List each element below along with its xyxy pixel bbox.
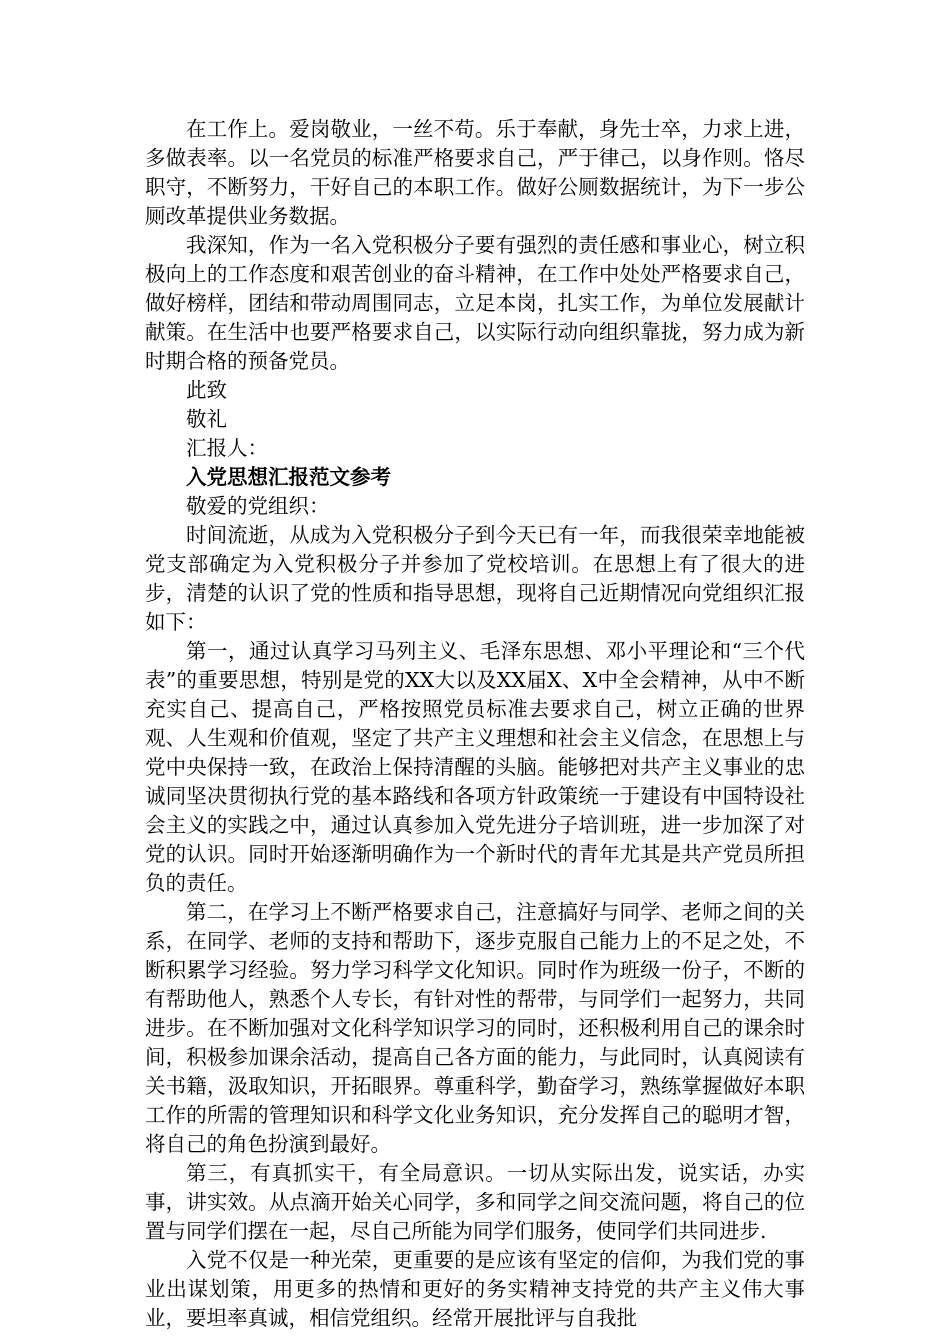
paragraph-conclusion: 入党不仅是一种光荣，更重要的是应该有坚定的信仰，为我们党的事业出谋划策，用更多的热情和更好的务实精神支持党的共产主义伟大事业，要坦率真诚，相信党组织。经常开展批评与自我批	[145, 1248, 805, 1330]
salutation: 敬爱的党组织：	[186, 494, 330, 518]
paragraph-first: 第一，通过认真学习马列主义、毛泽东思想、邓小平理论和“三个代表”的重要思想，特别是党的XX大以及XX届X、X中全会精神，从中不断充实自己、提高自己，严格按照党员标准去要求自己，树立正确的世界观、人生观和价值观，坚定了共产主义理想和社会主义信念，在思想上与党中央保持一致，在政治上保持清醒的头脑。能够把对共产主义事业的忠诚同坚决贯彻执行党的基本路线和各项方针政策统一于建设有中国特设社会主义的实践之中，通过认真参加入党先进分子培训班，进一步加深了对党的认识。同时开始逐渐明确作为一个新时代的青年尤其是共产党员所担负的责任。	[145, 639, 805, 895]
paragraph-awareness: 我深知，作为一名入党积极分子要有强烈的责任感和事业心，树立积极向上的工作态度和艰苦创业的奋斗精神，在工作中处处严格要求自己，做好榜样，团结和带动周围同志，立足本岗，扎实工作，为单位发展献计献策。在生活中也要严格要求自己，以实际行动向组织靠拢，努力成为新时期合格的预备党员。	[145, 233, 805, 373]
closing-jingli: 敬礼	[186, 407, 227, 431]
paragraph-second: 第二，在学习上不断严格要求自己，注意搞好与同学、老师之间的关系，在同学、老师的支持和帮助下，逐步克服自己能力上的不足之处，不断积累学习经验。努力学习科学文化知识。同时作为班级一份子，不断的有帮助他人，熟悉个人专长，有针对性的帮带，与同学们一起努力，共同进步。在不断加强对文化科学知识学习的同时，还积极利用自己的课余时间，积极参加课余活动，提高自己各方面的能力，与此同时，认真阅读有关书籍，汲取知识，开拓眼界。尊重科学，勤奋学习，熟练掌握做好本职工作的所需的管理知识和科学文化业务知识，充分发挥自己的聪明才智，将自己的角色扮演到最好。	[145, 900, 805, 1156]
reporter-label: 汇报人：	[186, 436, 268, 460]
paragraph-intro: 时间流逝，从成为入党积极分子到今天已有一年，而我很荣幸地能被党支部确定为入党积极分子并参加了党校培训。在思想上有了很大的进步，清楚的认识了党的性质和指导思想，现将自己近期情况向党组织汇报如下：	[145, 523, 805, 634]
document-page	[145, 115, 805, 1333]
closing-zhici: 此致	[186, 378, 227, 402]
paragraph-third: 第三，有真抓实干，有全局意识。一切从实际出发，说实话，办实事，讲实效。从点滴开始关心同学，多和同学之间交流问题，将自己的位置与同学们摆在一起，尽自己所能为同学们服务，使同学们共同进步.	[145, 1161, 805, 1243]
section-heading: 入党思想汇报范文参考	[186, 465, 391, 489]
paragraph-work: 在工作上。爱岗敬业，一丝不苟。乐于奉献，身先士卒，力求上进，多做表率。以一名党员的标准严格要求自己，严于律己，以身作则。恪尽职守，不断努力，干好自己的本职工作。做好公厕数据统计，为下一步公厕改革提供业务数据。	[145, 117, 805, 228]
